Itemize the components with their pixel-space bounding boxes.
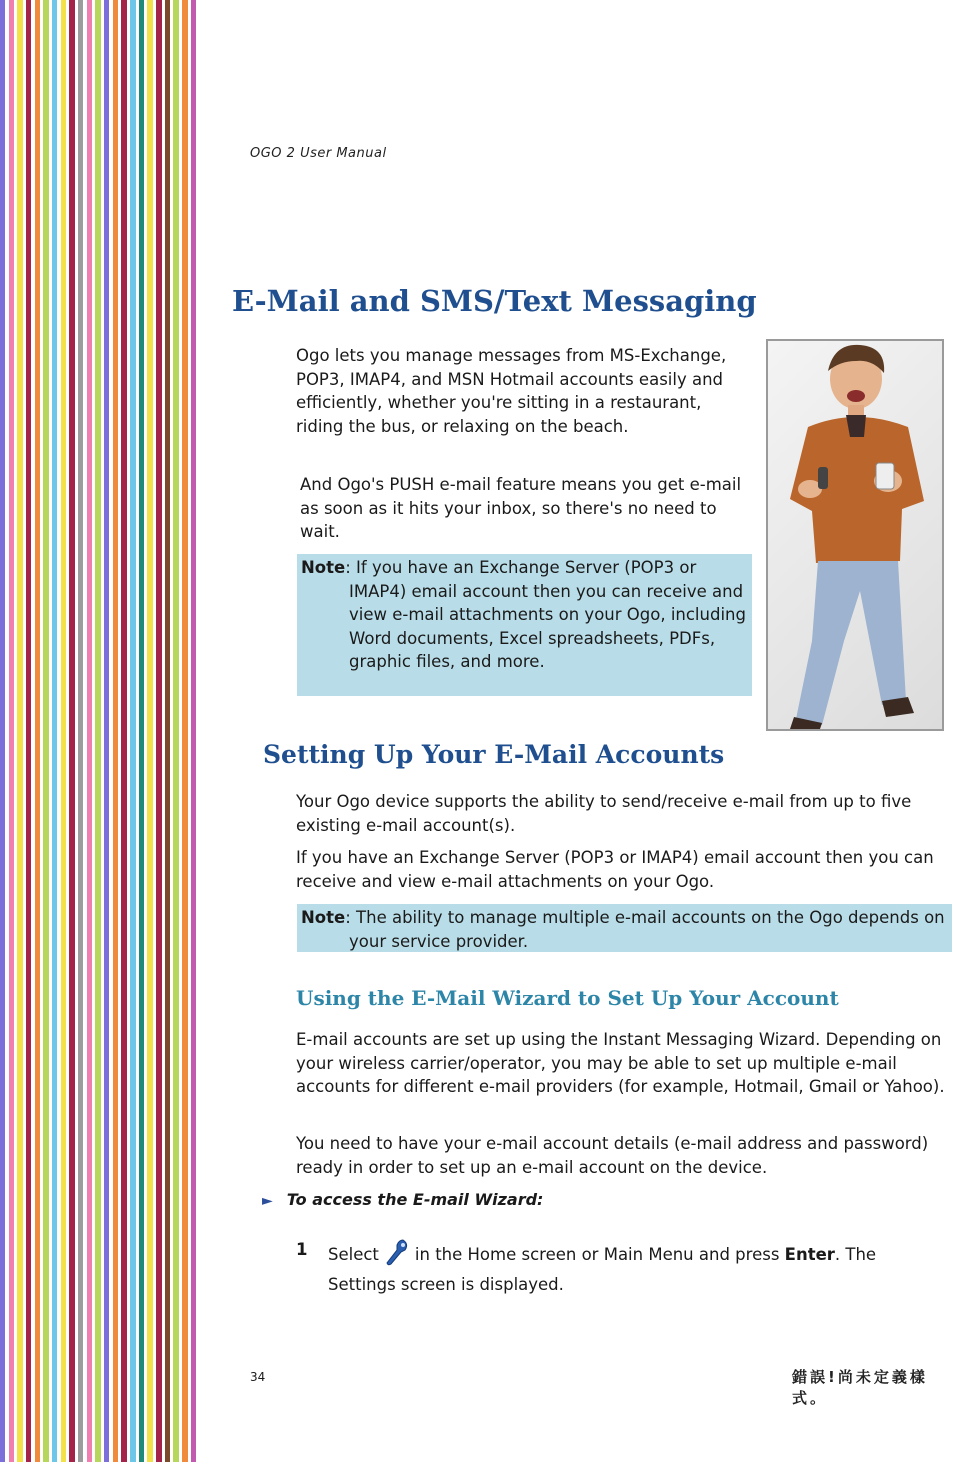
stripe: [121, 0, 126, 1462]
enter-key-label: Enter: [784, 1245, 835, 1264]
stripe: [165, 0, 170, 1462]
note-label: Note: [301, 908, 346, 927]
step-text-after-key: . The Settings screen is displayed.: [328, 1245, 877, 1294]
stripe: [147, 0, 152, 1462]
step-1: [296, 1238, 946, 1296]
procedure-heading: [262, 1190, 543, 1209]
settings-wrench-icon: [385, 1238, 409, 1273]
decorative-stripes: [0, 0, 200, 1462]
stripe: [17, 0, 22, 1462]
stripe: [52, 0, 57, 1462]
note-text: : If you have an Exchange Server (POP3 or IMAP4) email account then you can receive and view e-mail attachments on your Ogo, including Word documents, Excel spreadsheets, PDFs, graphic files, and more.: [345, 558, 746, 671]
stripe: [61, 0, 66, 1462]
stripe: [87, 0, 92, 1462]
bullet-arrow-icon: ►: [262, 1193, 273, 1209]
note-label: Note: [301, 558, 346, 577]
subsection-title-setup: Setting Up Your E-Mail Accounts: [263, 740, 725, 769]
intro-paragraph-2: And Ogo's PUSH e-mail feature means you get e-mail as soon as it hits your inbox, so there's no need to wait.: [300, 475, 742, 541]
stripe: [43, 0, 48, 1462]
wizard-paragraph-1: E-mail accounts are set up using the Instant Messaging Wizard. Depending on your wireless carrier/operator, you may be able to set up multiple e-mail accounts for different e-mail providers (for example, Hotmail, Gmail or Yahoo).: [296, 1030, 945, 1096]
stripe: [35, 0, 40, 1462]
page-number: 34: [250, 1370, 266, 1384]
stripe: [26, 0, 31, 1462]
note-box-providers: [297, 904, 952, 952]
stripe: [0, 0, 5, 1462]
stripe: [95, 0, 100, 1462]
wizard-paragraph-2: You need to have your e-mail account details (e-mail address and password) ready in order to set up an e-mail account on the device.: [296, 1134, 929, 1177]
stripe: [139, 0, 144, 1462]
stripe: [9, 0, 14, 1462]
step-number: 1: [296, 1240, 308, 1259]
stripe: [69, 0, 74, 1462]
stripe: [104, 0, 109, 1462]
stripe: [113, 0, 118, 1462]
note-text: : The ability to manage multiple e-mail accounts on the Ogo depends on your service provider.: [345, 908, 945, 951]
step-text-after-icon: in the Home screen or Main Menu and press: [414, 1245, 780, 1264]
section-title: E-Mail and SMS/Text Messaging: [232, 284, 757, 318]
setup-paragraph-1: Your Ogo device supports the ability to send/receive e-mail from up to five existing e-mail account(s).: [296, 792, 912, 835]
stripe: [78, 0, 83, 1462]
man-illustration: [768, 341, 942, 729]
stripe: [156, 0, 161, 1462]
excited-man-photo: [766, 339, 944, 731]
stripe: [191, 0, 196, 1462]
footer-error-text: 錯誤!尚未定義樣式。: [792, 1368, 928, 1407]
procedure-heading-text: To access the E-mail Wizard:: [286, 1190, 544, 1209]
stripe: [182, 0, 187, 1462]
running-header: OGO 2 User Manual: [250, 146, 387, 161]
step-text-before: Select: [328, 1245, 379, 1264]
intro-paragraph-1: Ogo lets you manage messages from MS-Exchange, POP3, IMAP4, and MSN Hotmail accounts easily and efficiently, whether you're sitting in a restaurant, riding the bus, or relaxing on the beach.: [296, 346, 727, 436]
subsection-title-wizard: Using the E-Mail Wizard to Set Up Your Account: [296, 986, 839, 1010]
stripe: [173, 0, 178, 1462]
setup-paragraph-2: If you have an Exchange Server (POP3 or IMAP4) email account then you can receive and view e-mail attachments on your Ogo.: [296, 848, 934, 891]
stripe: [130, 0, 135, 1462]
note-box-attachments: [297, 554, 752, 696]
